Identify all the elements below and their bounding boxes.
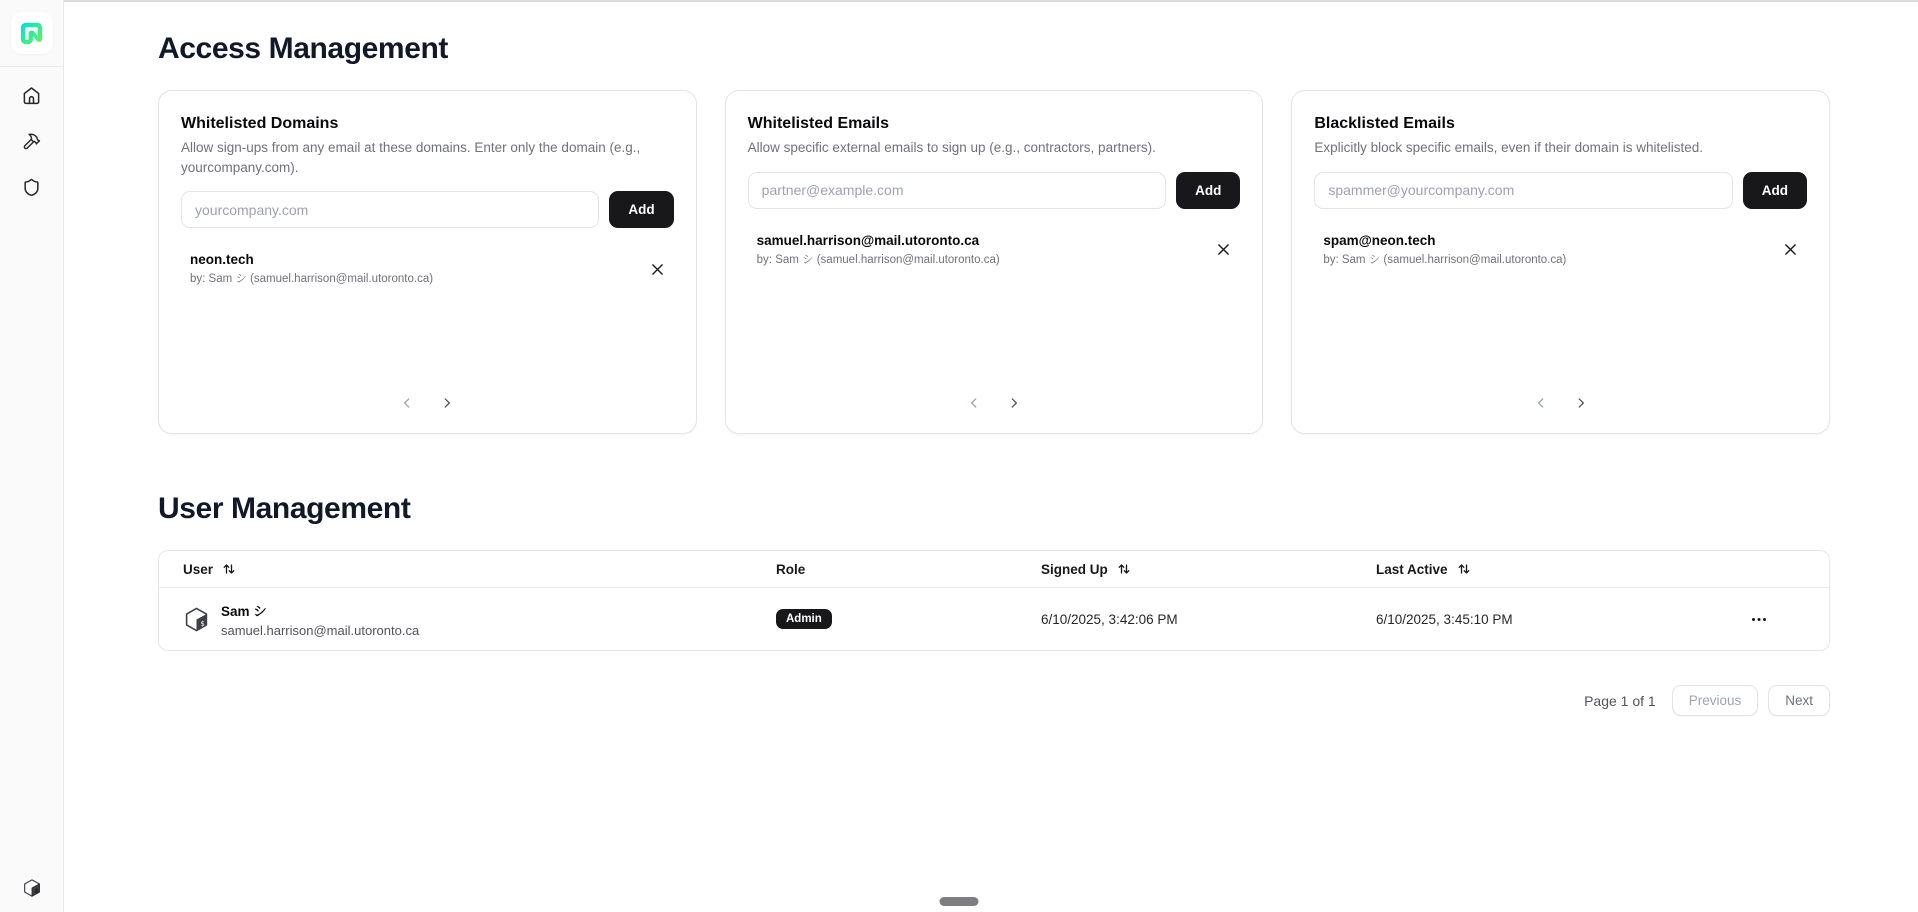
shield-icon xyxy=(22,178,41,197)
home-icon xyxy=(22,86,41,105)
ellipsis-icon xyxy=(1751,617,1767,622)
whitelist-email-list xyxy=(748,233,1241,267)
sidebar-logo-area xyxy=(0,0,63,67)
row-actions-button[interactable] xyxy=(1741,611,1777,628)
entry-added-by: by: Sam シ (samuel.harrison@mail.utoronto.ca) xyxy=(756,253,1000,266)
role-cell xyxy=(752,609,1017,629)
neon-logo-icon xyxy=(18,20,45,47)
domain-input[interactable] xyxy=(181,191,599,228)
card-title: Whitelisted Emails xyxy=(747,115,890,132)
list-item xyxy=(748,233,1241,267)
whitelist-email-input[interactable] xyxy=(748,172,1166,209)
card-next-page-button[interactable] xyxy=(435,391,459,415)
chevron-left-icon xyxy=(967,396,981,410)
entry-value: spam@neon.tech xyxy=(1323,232,1436,248)
sidebar-item-home[interactable] xyxy=(22,85,42,105)
card-next-page-button[interactable] xyxy=(1569,391,1593,415)
last-active-cell: 6/10/2025, 3:45:10 PM xyxy=(1376,611,1513,627)
blacklist-email-input[interactable] xyxy=(1314,172,1732,209)
list-item xyxy=(1314,233,1807,267)
sort-icon xyxy=(222,562,236,576)
row-actions-cell xyxy=(1664,611,1829,628)
entry-value: neon.tech xyxy=(190,252,254,268)
close-icon xyxy=(1784,243,1797,256)
card-title: Whitelisted Domains xyxy=(181,115,339,132)
domain-list xyxy=(181,252,674,286)
user-email: samuel.harrison@mail.utoronto.ca xyxy=(221,623,420,638)
remove-entry-button[interactable] xyxy=(1778,237,1803,262)
column-header-user[interactable]: User xyxy=(159,562,752,577)
entry-value: samuel.harrison@mail.utoronto.ca xyxy=(756,232,980,248)
card-description: Explicitly block specific emails, even if their domain is whitelisted. xyxy=(1314,140,1703,155)
add-blacklist-email-button[interactable]: Add xyxy=(1743,172,1807,209)
entry-added-by: by: Sam シ (samuel.harrison@mail.utoronto.ca) xyxy=(190,273,434,286)
table-row xyxy=(159,588,1829,650)
list-item xyxy=(181,252,674,286)
sidebar-nav xyxy=(22,67,42,197)
card-prev-page-button[interactable] xyxy=(1529,391,1553,415)
add-whitelist-email-button[interactable]: Add xyxy=(1176,172,1240,209)
blacklist-email-list xyxy=(1314,233,1807,267)
user-avatar xyxy=(183,606,210,633)
card-prev-page-button[interactable] xyxy=(395,391,419,415)
entry-added-by: by: Sam シ (samuel.harrison@mail.utoronto.ca) xyxy=(1323,253,1567,266)
card-description: Allow sign-ups from any email at these domains. Enter only the domain (e.g., yourcompany.com). xyxy=(181,140,641,175)
close-icon xyxy=(651,263,664,276)
whitelisted-emails-card xyxy=(725,90,1264,434)
chevron-left-icon xyxy=(1534,396,1548,410)
users-table xyxy=(158,550,1830,651)
pagination xyxy=(158,685,1830,716)
access-cards xyxy=(158,90,1830,434)
user-avatar-button[interactable] xyxy=(22,878,42,898)
chevron-right-icon xyxy=(1574,396,1588,410)
card-title: Blacklisted Emails xyxy=(1314,115,1455,132)
neon-logo[interactable] xyxy=(11,12,53,54)
remove-entry-button[interactable] xyxy=(645,257,670,282)
hammer-icon xyxy=(22,132,41,151)
user-cell xyxy=(159,600,752,638)
column-header-signed-up[interactable]: Signed Up xyxy=(1017,562,1352,577)
card-prev-page-button[interactable] xyxy=(962,391,986,415)
main-content xyxy=(64,0,1918,912)
table-header-row xyxy=(159,551,1829,588)
card-next-page-button[interactable] xyxy=(1002,391,1026,415)
column-header-last-active[interactable]: Last Active xyxy=(1352,562,1664,577)
cube-avatar-icon xyxy=(22,875,42,901)
sidebar-item-security[interactable] xyxy=(22,177,42,197)
signed-up-cell: 6/10/2025, 3:42:06 PM xyxy=(1041,611,1178,627)
page-info: Page 1 of 1 xyxy=(1584,692,1656,709)
close-icon xyxy=(1217,243,1230,256)
column-header-role: Role xyxy=(776,561,806,577)
page-title: Access Management xyxy=(158,32,448,65)
os-taskbar-handle[interactable] xyxy=(940,897,979,906)
sidebar-item-tools[interactable] xyxy=(22,131,42,151)
role-badge: Admin xyxy=(776,609,832,629)
remove-entry-button[interactable] xyxy=(1211,237,1236,262)
blacklisted-emails-card xyxy=(1291,90,1830,434)
section-title-user-management: User Management xyxy=(158,492,411,525)
chevron-right-icon xyxy=(440,396,454,410)
whitelisted-domains-card xyxy=(158,90,697,434)
sort-icon xyxy=(1457,562,1471,576)
next-page-button[interactable]: Next xyxy=(1768,685,1830,716)
previous-page-button[interactable]: Previous xyxy=(1672,685,1759,716)
chevron-left-icon xyxy=(400,396,414,410)
chevron-right-icon xyxy=(1007,396,1021,410)
card-description: Allow specific external emails to sign up (e.g., contractors, partners). xyxy=(747,140,1156,155)
add-domain-button[interactable]: Add xyxy=(609,191,673,228)
sidebar xyxy=(0,0,64,912)
sidebar-bottom xyxy=(0,878,63,898)
sort-icon xyxy=(1117,562,1131,576)
user-name: Sam シ xyxy=(221,604,267,619)
